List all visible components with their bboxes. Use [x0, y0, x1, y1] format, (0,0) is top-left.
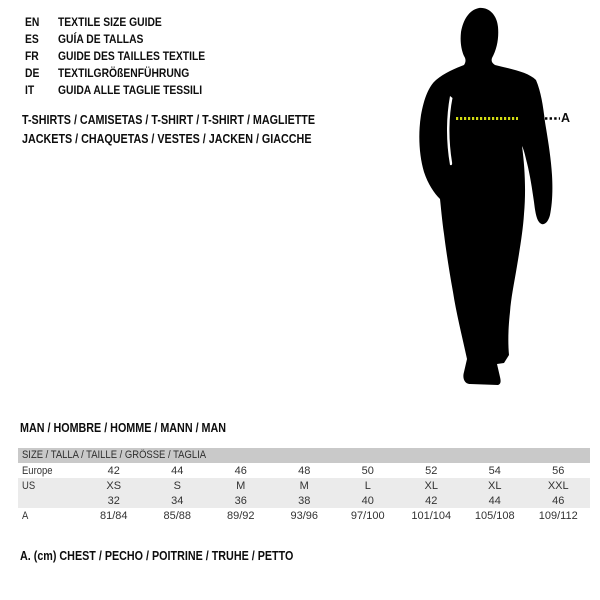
man-silhouette: [410, 0, 572, 396]
cell: 89/92: [226, 509, 255, 522]
cell: M: [236, 479, 246, 492]
cell: XXL: [547, 479, 569, 492]
cell: 85/88: [163, 509, 192, 522]
language-title: GUIDE DES TAILLES TEXTILE: [58, 49, 206, 63]
cell: XL: [424, 479, 438, 492]
language-title: TEXTILGRÖßENFÜHRUNG: [58, 66, 190, 80]
measurement-label-a: A: [561, 111, 571, 125]
size-table-header: SIZE / TALLA / TAILLE / GRÖSSE / TAGLIA: [18, 448, 590, 463]
table-row-us: [18, 478, 590, 493]
cell: 93/96: [290, 509, 319, 522]
cell: 81/84: [99, 509, 128, 522]
cell: 42: [425, 494, 438, 507]
cell: S: [173, 479, 181, 492]
gender-label: MAN / HOMBRE / HOMME / MANN / MAN: [20, 421, 227, 435]
category-jackets: JACKETS / CHAQUETAS / VESTES / JACKEN / GIACCHE: [22, 132, 312, 146]
cell: L: [364, 479, 371, 492]
language-title: GUIDA ALLE TAGLIE TESSILI: [58, 83, 203, 97]
row-label: US: [22, 479, 36, 492]
table-row-numeric: [18, 493, 590, 508]
cell: 52: [425, 464, 438, 477]
cell: XS: [106, 479, 122, 492]
cell: XL: [488, 479, 502, 492]
language-code: IT: [25, 83, 35, 97]
language-code: ES: [25, 32, 39, 46]
cell: 46: [234, 464, 247, 477]
cell: 32: [107, 494, 120, 507]
size-table: [18, 448, 590, 523]
table-row-chest-a: [18, 508, 590, 523]
cell: 48: [298, 464, 311, 477]
cell: 38: [298, 494, 311, 507]
language-code: DE: [25, 66, 40, 80]
language-code: EN: [25, 15, 40, 29]
language-title: TEXTILE SIZE GUIDE: [58, 15, 162, 29]
cell: 50: [361, 464, 374, 477]
language-list: [25, 14, 229, 99]
man-silhouette-body: [419, 8, 552, 385]
cell: 44: [488, 494, 501, 507]
cell: 34: [171, 494, 184, 507]
cell: 46: [552, 494, 565, 507]
cell: 36: [234, 494, 247, 507]
cell: M: [299, 479, 309, 492]
garment-categories: [22, 111, 363, 149]
measurement-footnote: A. (cm) CHEST / PECHO / POITRINE / TRUHE / PETTO: [20, 549, 294, 563]
cell: 40: [361, 494, 374, 507]
language-title: GUÍA DE TALLAS: [58, 32, 144, 46]
row-label: A: [22, 509, 29, 522]
cell: 101/104: [411, 509, 452, 522]
cell: 105/108: [474, 509, 515, 522]
cell: 97/100: [350, 509, 385, 522]
row-label: [18, 495, 82, 507]
table-row-europe: [18, 463, 590, 478]
cell: 42: [107, 464, 120, 477]
row-label: Europe: [22, 464, 53, 477]
cell: 54: [488, 464, 501, 477]
cell: 44: [171, 464, 184, 477]
cell: 56: [552, 464, 565, 477]
language-code: FR: [25, 49, 39, 63]
cell: 109/112: [538, 509, 578, 522]
category-tshirts: T-SHIRTS / CAMISETAS / T-SHIRT / T-SHIRT / MAGLIETTE: [22, 113, 316, 127]
